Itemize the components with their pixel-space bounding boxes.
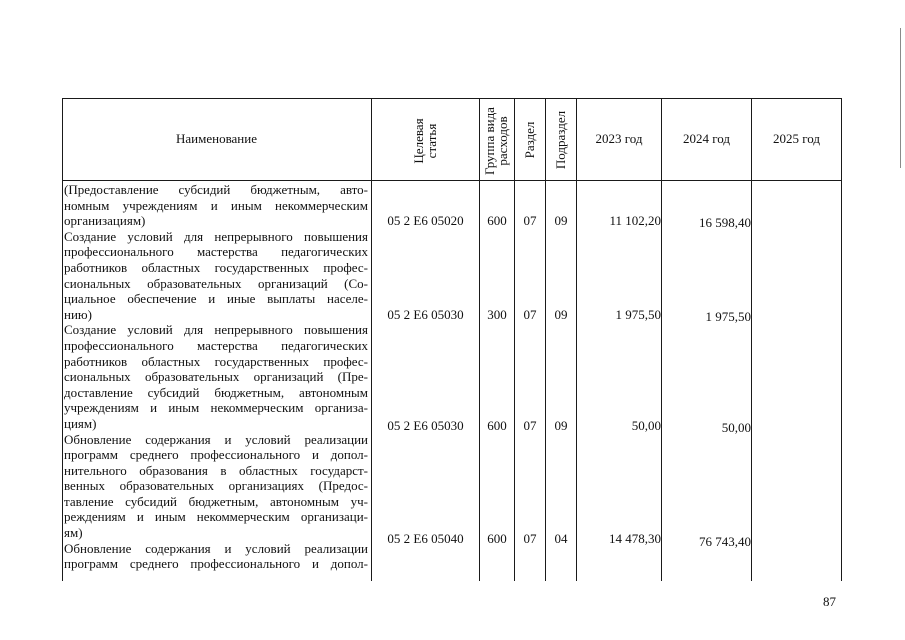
name-line: тавление субсидий бюджетным, автономным уч- bbox=[64, 493, 368, 509]
row-2-2023: 50,00 bbox=[631, 418, 661, 433]
name-line: циальное обеспечение и иные выплаты населе- bbox=[64, 291, 368, 307]
row-3-2023: 14 478,30 bbox=[609, 531, 661, 546]
col-border-3 bbox=[514, 98, 515, 581]
col-border-8 bbox=[841, 98, 842, 581]
name-line: сиональных образовательных организаций (Пре- bbox=[64, 369, 368, 385]
row-2-podrazdel: 09 bbox=[554, 418, 568, 433]
name-line: Обновление содержания и условий реализации bbox=[64, 431, 368, 447]
header-2024: 2024 год bbox=[683, 131, 730, 146]
header-razdel: Раздел bbox=[522, 121, 537, 159]
row-1-2024: 1 975,50 bbox=[705, 309, 751, 324]
col-border-2 bbox=[479, 98, 480, 581]
header-name: Наименование bbox=[176, 131, 257, 146]
name-line: работников областных государственных профес- bbox=[64, 259, 368, 275]
row-2-razdel: 07 bbox=[523, 418, 537, 433]
name-line: Обновление содержания и условий реализации bbox=[64, 540, 368, 556]
row-0-code: 05 2 E6 05020 bbox=[387, 213, 464, 228]
row-3-2024: 76 743,40 bbox=[699, 534, 751, 549]
budget-table bbox=[62, 98, 842, 581]
scan-edge-mark bbox=[900, 28, 901, 168]
name-line: организациям) bbox=[64, 213, 146, 229]
header-2023: 2023 год bbox=[595, 131, 643, 146]
row-0-group: 600 bbox=[487, 213, 507, 228]
row-1-razdel: 07 bbox=[523, 307, 537, 322]
name-line: циям) bbox=[64, 415, 97, 431]
row-1-podrazdel: 09 bbox=[554, 307, 568, 322]
row-3-podrazdel: 04 bbox=[554, 531, 568, 546]
row-2-code: 05 2 E6 05030 bbox=[387, 418, 464, 433]
row-2-2024: 50,00 bbox=[721, 420, 751, 435]
header-podrazdel: Подраздел bbox=[553, 110, 568, 170]
name-line: программ среднего профессионального и допол- bbox=[64, 447, 368, 463]
header-2025: 2025 год bbox=[773, 131, 820, 146]
row-0-2023: 11 102,20 bbox=[609, 213, 661, 228]
header-group-line1: Группа вида bbox=[482, 107, 497, 175]
row-1-code: 05 2 E6 05030 bbox=[387, 307, 464, 322]
name-line: нию) bbox=[64, 306, 92, 322]
name-line: сиональных образовательных организаций (Со- bbox=[64, 275, 368, 291]
row-0-2024: 16 598,40 bbox=[699, 215, 751, 230]
header-group-line2: расходов bbox=[495, 116, 510, 166]
row-2-group: 600 bbox=[487, 418, 507, 433]
col-border-4 bbox=[545, 98, 546, 581]
name-line: (Предоставление субсидий бюджетным, авто- bbox=[64, 182, 368, 197]
row-1-2023: 1 975,50 bbox=[615, 307, 661, 322]
header-code bbox=[412, 101, 438, 181]
row-3-code: 05 2 E6 05040 bbox=[387, 531, 464, 546]
name-line: нительного образования в областных государст- bbox=[64, 462, 368, 478]
name-line: ям) bbox=[64, 525, 83, 541]
row-0-razdel: 07 bbox=[523, 213, 537, 228]
page-number: 87 bbox=[823, 594, 836, 609]
name-line: работников областных государственных профес- bbox=[64, 353, 368, 369]
header-group bbox=[483, 100, 511, 182]
name-line: учреждениям и иным некоммерческим организа- bbox=[64, 400, 368, 416]
name-line: венных образовательных организациях (Предос- bbox=[64, 478, 368, 494]
name-line: реждениям и иным некоммерческим организаци- bbox=[64, 509, 368, 525]
name-line: доставление субсидий бюджетным, автономным bbox=[64, 384, 368, 400]
row-0-podrazdel: 09 bbox=[554, 213, 568, 228]
header-code-line2: статья bbox=[424, 123, 439, 159]
name-line: программ среднего профессионального и допол- bbox=[64, 556, 368, 572]
name-column-text bbox=[64, 182, 368, 572]
name-line: Создание условий для непрерывного повышения bbox=[64, 322, 368, 338]
header-bottom-border bbox=[62, 180, 842, 181]
col-border-1 bbox=[371, 98, 372, 581]
name-line: Создание условий для непрерывного повышения bbox=[64, 228, 368, 244]
header-code-line1: Целевая bbox=[411, 118, 426, 164]
name-line: номным учреждениям и иным некоммерческим bbox=[64, 197, 368, 213]
row-3-group: 600 bbox=[487, 531, 507, 546]
name-line: профессионального мастерства педагогических bbox=[64, 244, 368, 260]
row-3-razdel: 07 bbox=[523, 531, 537, 546]
name-line: профессионального мастерства педагогических bbox=[64, 337, 368, 353]
row-1-group: 300 bbox=[487, 307, 507, 322]
